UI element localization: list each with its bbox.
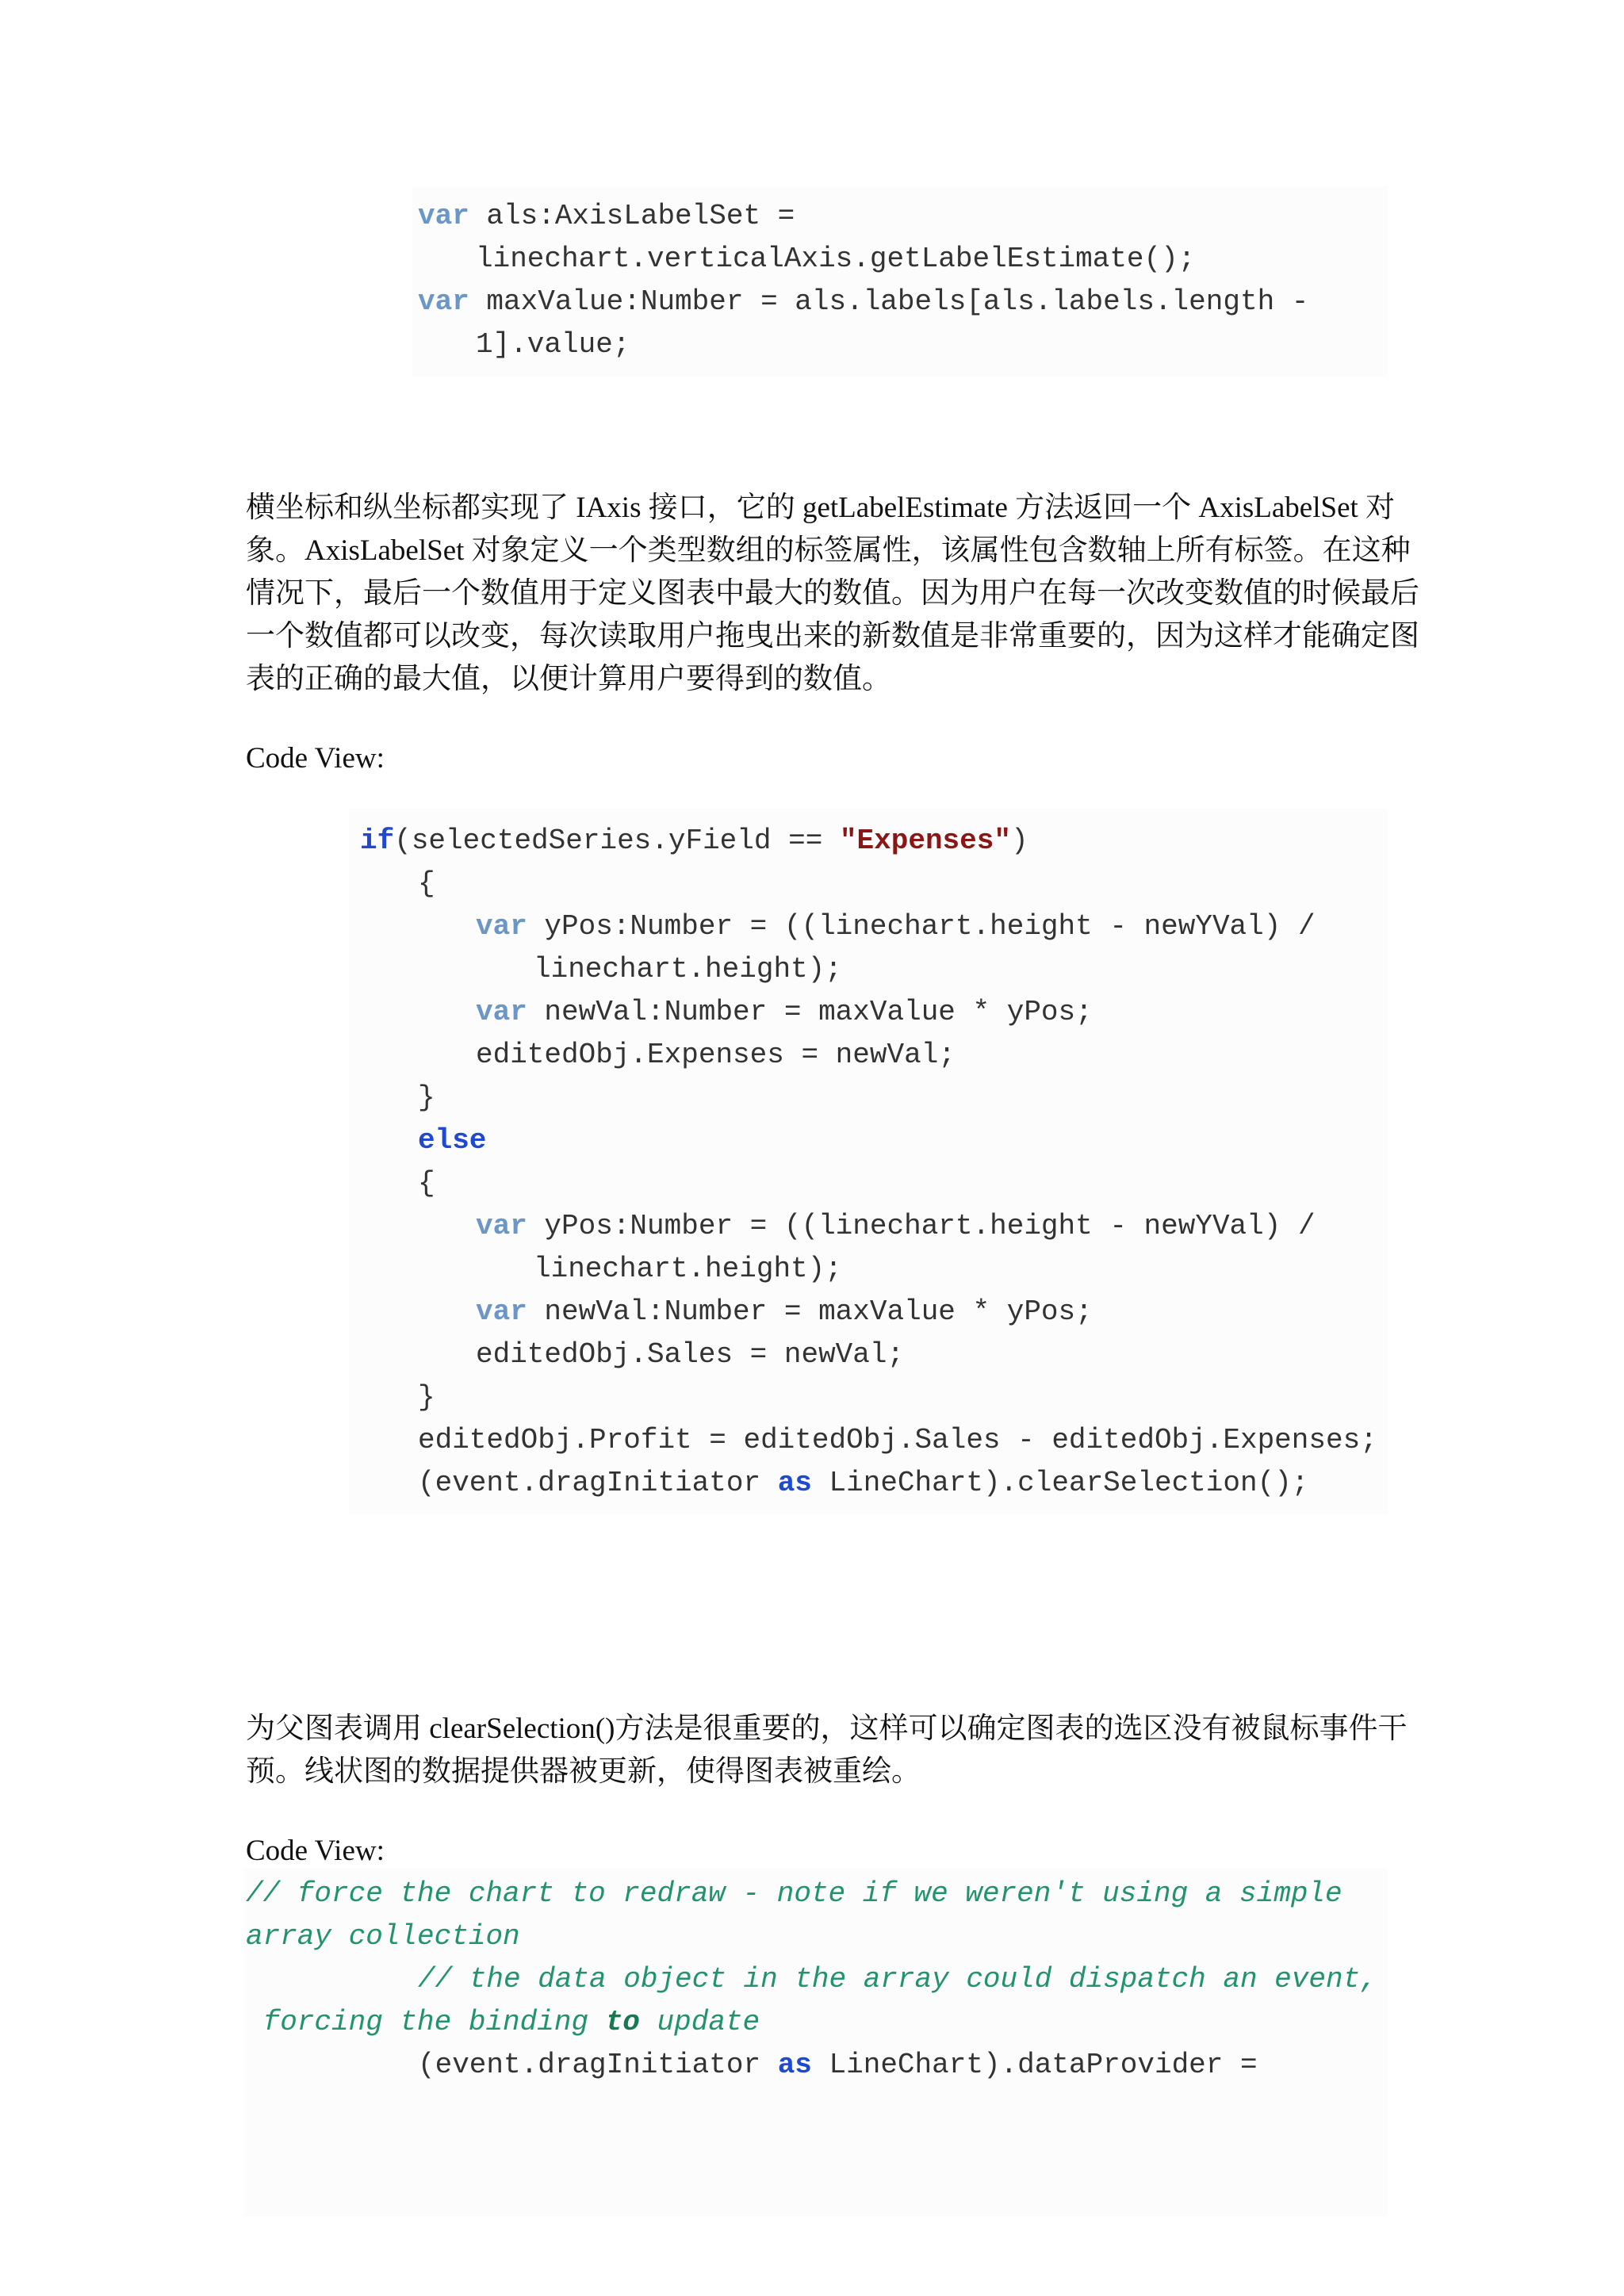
code-text: linechart.height); <box>534 1253 842 1285</box>
code-line <box>246 1873 1342 1915</box>
code-text: } <box>418 1081 435 1114</box>
code-line <box>476 1291 1093 1334</box>
paragraph-line: 预。线状图的数据提供器被更新，使得图表被重绘。 <box>246 1755 921 1788</box>
code-text: linechart.height); <box>534 953 842 985</box>
code-view-label: Code View: <box>246 742 385 775</box>
code-line <box>476 1205 1316 1248</box>
code-line <box>534 1248 842 1291</box>
code-line <box>418 1958 1377 2001</box>
paragraph-line: 横坐标和纵坐标都实现了 IAxis 接口，它的 getLabelEstimate 方法返回一个 AxisLabelSet 对 <box>246 492 1396 524</box>
code-line <box>418 1077 435 1119</box>
paragraph-line: 情况下，最后一个数值用于定义图表中最大的数值。因为用户在每一次改变数值的时候最后 <box>246 577 1419 610</box>
code-line <box>476 1334 904 1376</box>
code-line <box>246 1915 520 1958</box>
paragraph-line: 为父图表调用 clearSelection()方法是很重要的，这样可以确定图表的选区没有被鼠标事件干 <box>246 1712 1408 1745</box>
code-line <box>476 905 1316 948</box>
code-comment: update <box>639 2006 760 2038</box>
keyword: var <box>476 996 527 1028</box>
code-text: editedObj.Expenses = newVal; <box>476 1039 956 1071</box>
code-text: } <box>418 1381 435 1414</box>
code-comment: // force the chart to redraw - note if we weren't using a simple <box>246 1877 1342 1910</box>
code-line <box>418 1462 1308 1505</box>
keyword: var <box>476 1295 527 1328</box>
code-line <box>418 1419 1377 1462</box>
code-text: editedObj.Sales = newVal; <box>476 1338 905 1371</box>
code-text: 1].value; <box>476 328 630 361</box>
keyword: var <box>418 285 469 318</box>
code-text: yPos:Number = ((linechart.height - newYVal) / <box>527 1210 1316 1242</box>
code-line <box>476 323 630 366</box>
code-text: maxValue:Number = als.labels[als.labels.length - <box>469 285 1309 318</box>
keyword: var <box>418 200 469 232</box>
code-line <box>418 863 435 905</box>
code-line <box>418 1162 435 1205</box>
code-text: yPos:Number = ((linechart.height - newYVal) / <box>527 910 1316 943</box>
code-text: (event.dragInitiator <box>418 2049 778 2081</box>
keyword: var <box>476 910 527 943</box>
code-line <box>360 820 1028 863</box>
keyword: if <box>360 825 395 857</box>
code-text: editedObj.Profit = editedObj.Sales - editedObj.Expenses; <box>418 1424 1377 1456</box>
code-text: (selectedSeries.yField == <box>394 825 840 857</box>
code-comment: array collection <box>246 1920 520 1953</box>
code-text: newVal:Number = maxValue * yPos; <box>527 996 1093 1028</box>
code-text: { <box>418 867 435 900</box>
code-text: linechart.verticalAxis.getLabelEstimate(); <box>476 243 1196 275</box>
paragraph-line: 象。AxisLabelSet 对象定义一个类型数组的标签属性，该属性包含数轴上所有标签。在这种 <box>246 534 1411 567</box>
code-line <box>476 991 1093 1034</box>
keyword: var <box>476 1210 527 1242</box>
code-comment: forcing the binding <box>246 2006 606 2038</box>
code-text: ) <box>1010 825 1028 857</box>
code-line <box>476 238 1195 281</box>
keyword: to <box>605 2006 640 2038</box>
code-line <box>418 195 795 238</box>
code-line <box>418 281 1308 323</box>
string-literal: "Expenses" <box>839 825 1011 857</box>
keyword: as <box>777 1467 812 1499</box>
code-text: (event.dragInitiator <box>418 1467 778 1499</box>
code-line <box>418 1376 435 1419</box>
keyword: else <box>418 1124 487 1157</box>
keyword: as <box>777 2049 812 2081</box>
paragraph-line: 一个数值都可以改变，每次读取用户拖曳出来的新数值是非常重要的，因为这样才能确定图 <box>246 620 1419 652</box>
code-line <box>246 2001 760 2044</box>
code-text: { <box>418 1167 435 1200</box>
paragraph-line: 表的正确的最大值，以便计算用户要得到的数值。 <box>246 663 891 695</box>
code-line <box>476 1034 956 1077</box>
code-comment: // the data object in the array could dispatch an event, <box>418 1963 1377 1996</box>
code-text: newVal:Number = maxValue * yPos; <box>527 1295 1093 1328</box>
code-view-label: Code View: <box>246 1835 385 1867</box>
code-line <box>418 1119 486 1162</box>
code-line <box>418 2044 1258 2087</box>
code-text: LineChart).dataProvider = <box>811 2049 1258 2081</box>
code-text: als:AxisLabelSet = <box>469 200 795 232</box>
code-line <box>534 948 842 991</box>
code-text: LineChart).clearSelection(); <box>811 1467 1309 1499</box>
